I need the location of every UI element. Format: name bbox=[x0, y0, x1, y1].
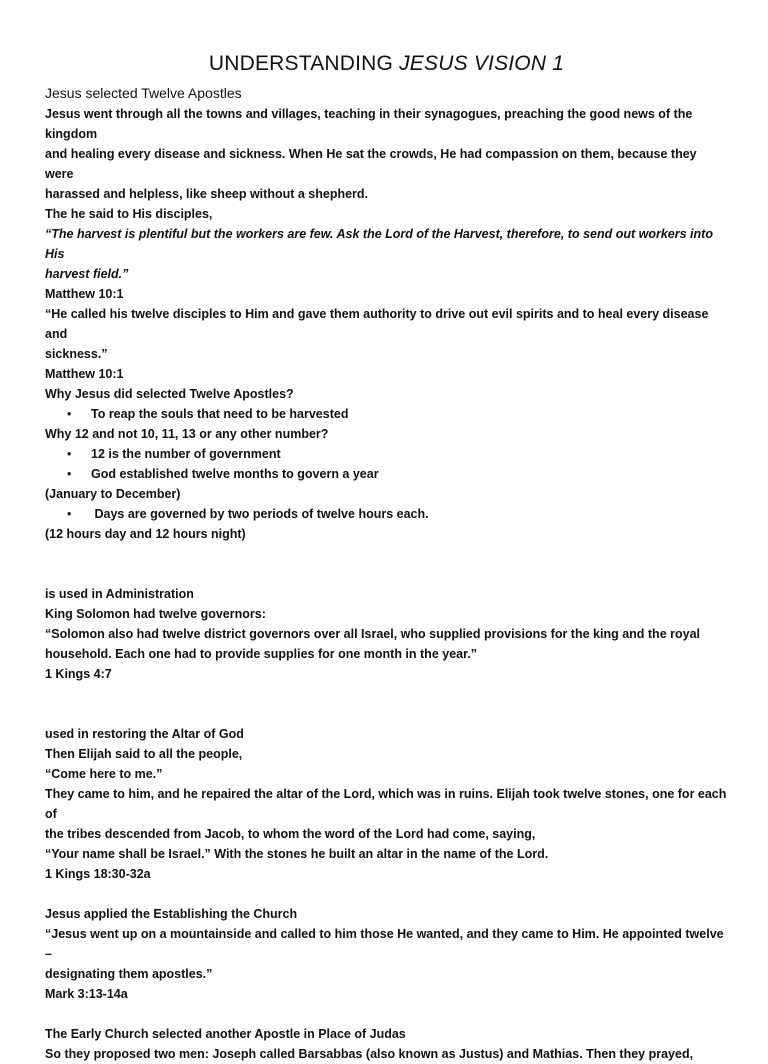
spacer bbox=[45, 684, 728, 724]
paragraph-line: “Solomon also had twelve district governors over all Israel, who supplied provisions for the king and the royal bbox=[45, 627, 700, 641]
paragraph-line: household. Each one had to provide supplies for one month in the year.” bbox=[45, 647, 477, 661]
note-line: (January to December) bbox=[45, 487, 181, 501]
title-main: UNDERSTANDING bbox=[208, 52, 400, 75]
quote-line: sickness.” bbox=[45, 347, 108, 361]
paragraph-line: “Jesus went up on a mountainside and called to him those He wanted, and they came to Him. He appointed twelve – bbox=[45, 927, 724, 961]
paragraph-line: So they proposed two men: Joseph called Barsabbas (also known as Justus) and Mathias. Then they prayed, bbox=[45, 1047, 694, 1061]
paragraph-line: King Solomon had twelve governors: bbox=[45, 607, 266, 621]
page-title bbox=[45, 50, 728, 78]
note-line: (12 hours day and 12 hours night) bbox=[45, 527, 246, 541]
spacer bbox=[45, 1004, 728, 1024]
paragraph-line: The he said to His disciples, bbox=[45, 207, 213, 221]
bullet-text: God established twelve months to govern a year bbox=[91, 467, 379, 481]
scripture-reference: 1 Kings 4:7 bbox=[45, 667, 112, 681]
scripture-reference: Matthew 10:1 bbox=[45, 287, 124, 301]
paragraph-line: “Come here to me.” bbox=[45, 767, 163, 781]
bullet-icon: • bbox=[67, 507, 72, 521]
scripture-reference: Matthew 10:1 bbox=[45, 367, 124, 381]
spacer bbox=[45, 884, 728, 904]
bullet-item bbox=[45, 404, 728, 424]
section-heading-early-church: The Early Church selected another Apostle in Place of Judas bbox=[45, 1027, 406, 1041]
quote-line: “The harvest is plentiful but the workers are few. Ask the Lord of the Harvest, therefore, to send out workers into His bbox=[45, 227, 713, 261]
bullet-text: To reap the souls that need to be harvested bbox=[91, 407, 349, 421]
bullet-item bbox=[45, 504, 728, 524]
question-line: Why Jesus did selected Twelve Apostles? bbox=[45, 387, 294, 401]
paragraph-line: and healing every disease and sickness. When He sat the crowds, He had compassion on them, because they were bbox=[45, 147, 697, 181]
paragraph-line: harassed and helpless, like sheep without a shepherd. bbox=[45, 187, 369, 201]
scripture-reference: 1 Kings 18:30-32a bbox=[45, 867, 151, 881]
paragraph-line: Then Elijah said to all the people, bbox=[45, 747, 243, 761]
quote-line: harvest field.” bbox=[45, 267, 129, 281]
bullet-icon: • bbox=[67, 467, 72, 481]
question-line: Why 12 and not 10, 11, 13 or any other number? bbox=[45, 427, 329, 441]
paragraph-line: “Your name shall be Israel.” With the stones he built an altar in the name of the Lord. bbox=[45, 847, 549, 861]
paragraph-line: Jesus went through all the towns and villages, teaching in their synagogues, preaching the good news of the kingdom bbox=[45, 107, 693, 141]
section-heading-altar: used in restoring the Altar of God bbox=[45, 727, 244, 741]
scripture-reference: Mark 3:13-14a bbox=[45, 987, 128, 1001]
quote-line: “He called his twelve disciples to Him and gave them authority to drive out evil spirits and to heal every disease and bbox=[45, 307, 709, 341]
bullet-item bbox=[45, 464, 728, 484]
bullet-icon: • bbox=[67, 447, 72, 461]
bullet-icon: • bbox=[67, 407, 72, 421]
section-heading-church: Jesus applied the Establishing the Church bbox=[45, 907, 298, 921]
section-heading: Jesus selected Twelve Apostles bbox=[45, 85, 242, 101]
section-heading-admin: is used in Administration bbox=[45, 587, 194, 601]
paragraph-line: designating them apostles.” bbox=[45, 967, 213, 981]
paragraph-line: the tribes descended from Jacob, to whom the word of the Lord had come, saying, bbox=[45, 827, 536, 841]
bullet-item bbox=[45, 444, 728, 464]
bullet-text: 12 is the number of government bbox=[91, 447, 281, 461]
spacer bbox=[45, 544, 728, 584]
bullet-text: Days are governed by two periods of twelve hours each. bbox=[91, 507, 429, 521]
title-italic: JESUS VISION 1 bbox=[399, 52, 565, 75]
paragraph-line: They came to him, and he repaired the altar of the Lord, which was in ruins. Elijah took twelve stones, one for each of bbox=[45, 787, 727, 821]
